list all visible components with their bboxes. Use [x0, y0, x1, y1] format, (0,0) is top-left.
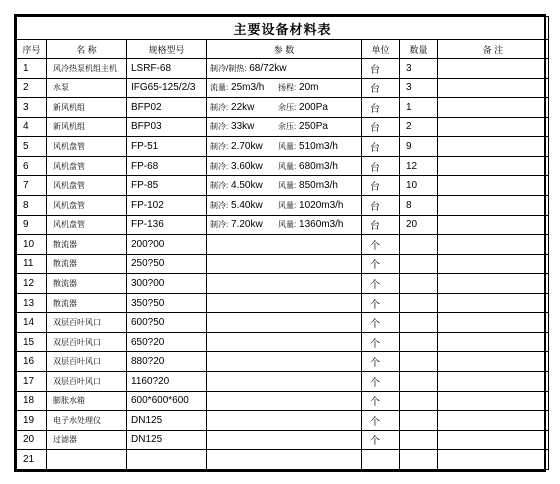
row-index: 4 [17, 117, 47, 137]
table-row [17, 78, 549, 98]
row-name: 过滤器 [47, 430, 127, 450]
param-secondary [278, 121, 328, 132]
row-name: 风机盘管 [47, 156, 127, 176]
row-remark [438, 117, 549, 137]
table-row [17, 137, 549, 157]
table-row [17, 293, 549, 313]
row-qty: 12 [400, 156, 438, 176]
row-unit: 个 [362, 430, 400, 450]
row-params [207, 195, 362, 215]
row-params [207, 313, 362, 333]
row-remark [438, 176, 549, 196]
param-primary-label: 制冷: [210, 220, 229, 230]
table-row [17, 195, 549, 215]
param-primary-label: 制冷: [210, 102, 229, 112]
param-primary-value: 5.40kw [231, 199, 263, 211]
param-secondary-value: 1020m3/h [299, 199, 344, 211]
row-model: 1160?20 [127, 372, 207, 392]
row-remark [438, 450, 549, 470]
table-row [17, 391, 549, 411]
param-secondary [278, 141, 338, 152]
row-name: 双层百叶风口 [47, 332, 127, 352]
row-unit: 个 [362, 332, 400, 352]
row-params [207, 293, 362, 313]
row-params [207, 176, 362, 196]
row-name: 新风机组 [47, 98, 127, 118]
row-model: 250?50 [127, 254, 207, 274]
row-remark [438, 274, 549, 294]
row-unit: 台 [362, 195, 400, 215]
param-secondary-value: 850m3/h [299, 180, 338, 192]
row-params [207, 332, 362, 352]
row-model: FP-102 [127, 195, 207, 215]
table-row [17, 332, 549, 352]
param-secondary-label: 风量: [278, 200, 297, 210]
row-name: 风冷热泵机组主机 [47, 59, 127, 79]
row-qty: 1 [400, 98, 438, 118]
row-name: 散流器 [47, 235, 127, 255]
row-remark [438, 372, 549, 392]
row-model: FP-136 [127, 215, 207, 235]
param-primary-label: 制冷: [210, 161, 229, 171]
row-name: 新风机组 [47, 117, 127, 137]
param-secondary-value: 510m3/h [299, 141, 338, 153]
param-secondary [278, 161, 338, 172]
row-remark [438, 78, 549, 98]
header-unit: 单位 [362, 40, 400, 59]
param-primary-value: 33kw [231, 121, 255, 133]
row-unit: 台 [362, 78, 400, 98]
row-qty [400, 313, 438, 333]
param-secondary [278, 200, 344, 211]
row-model: BFP03 [127, 117, 207, 137]
row-qty: 3 [400, 78, 438, 98]
table-row [17, 117, 549, 137]
row-qty [400, 293, 438, 313]
param-primary-label: 制冷: [210, 181, 229, 191]
row-qty [400, 254, 438, 274]
param-primary-value: 2.70kw [231, 141, 263, 153]
row-qty [400, 430, 438, 450]
row-qty: 20 [400, 215, 438, 235]
row-remark [438, 215, 549, 235]
row-index: 8 [17, 195, 47, 215]
param-secondary-value: 1360m3/h [299, 219, 344, 231]
row-model: 300?00 [127, 274, 207, 294]
row-params [207, 274, 362, 294]
row-params [207, 59, 362, 79]
row-index: 9 [17, 215, 47, 235]
header-index: 序号 [17, 40, 47, 59]
row-unit: 台 [362, 137, 400, 157]
row-params [207, 156, 362, 176]
row-unit: 个 [362, 293, 400, 313]
header-params: 参 数 [207, 40, 362, 59]
table-row [17, 215, 549, 235]
table-row [17, 98, 549, 118]
row-index: 17 [17, 372, 47, 392]
row-model: LSRF-68 [127, 59, 207, 79]
row-index: 6 [17, 156, 47, 176]
row-remark [438, 293, 549, 313]
param-secondary-value: 200Pa [299, 101, 328, 113]
row-remark [438, 391, 549, 411]
row-name: 风机盘管 [47, 176, 127, 196]
row-unit: 个 [362, 411, 400, 431]
row-unit: 个 [362, 274, 400, 294]
row-params [207, 78, 362, 98]
table-row [17, 313, 549, 333]
row-model: BFP02 [127, 98, 207, 118]
row-qty [400, 372, 438, 392]
param-primary [210, 180, 278, 191]
param-primary-value: 4.50kw [231, 180, 263, 192]
row-qty: 10 [400, 176, 438, 196]
materials-table [16, 16, 549, 470]
equipment-material-table [14, 14, 546, 472]
row-name: 散流器 [47, 274, 127, 294]
header-qty: 数量 [400, 40, 438, 59]
row-qty: 2 [400, 117, 438, 137]
table-row [17, 274, 549, 294]
table-row [17, 352, 549, 372]
row-model: 350?50 [127, 293, 207, 313]
header-remark: 备 注 [438, 40, 549, 59]
row-qty [400, 352, 438, 372]
row-model: FP-68 [127, 156, 207, 176]
row-model: 200?00 [127, 235, 207, 255]
row-name: 风机盘管 [47, 195, 127, 215]
param-secondary-value: 680m3/h [299, 160, 338, 172]
row-unit: 个 [362, 254, 400, 274]
param-primary [210, 141, 278, 152]
param-primary [210, 200, 278, 211]
row-qty [400, 391, 438, 411]
row-qty [400, 411, 438, 431]
row-index: 2 [17, 78, 47, 98]
row-remark [438, 332, 549, 352]
row-params [207, 235, 362, 255]
row-remark [438, 195, 549, 215]
row-params [207, 137, 362, 157]
row-params [207, 372, 362, 392]
param-secondary-label: 余压: [278, 102, 297, 112]
row-unit: 个 [362, 313, 400, 333]
param-primary-value: 3.60kw [231, 160, 263, 172]
table-row [17, 176, 549, 196]
row-name: 膨胀水箱 [47, 391, 127, 411]
row-params [207, 391, 362, 411]
param-secondary-value: 20m [299, 82, 319, 94]
param-secondary [278, 82, 318, 93]
table-row [17, 235, 549, 255]
row-unit: 个 [362, 372, 400, 392]
row-index: 12 [17, 274, 47, 294]
row-remark [438, 235, 549, 255]
row-params [207, 215, 362, 235]
row-index: 10 [17, 235, 47, 255]
row-index: 3 [17, 98, 47, 118]
param-secondary-label: 风量: [278, 161, 297, 171]
row-qty: 3 [400, 59, 438, 79]
table-row [17, 254, 549, 274]
row-params [207, 117, 362, 137]
row-remark [438, 98, 549, 118]
param-secondary-value: 250Pa [299, 121, 328, 133]
row-remark [438, 313, 549, 333]
row-params [207, 254, 362, 274]
row-name: 风机盘管 [47, 215, 127, 235]
param-primary-label: 流量: [210, 83, 229, 93]
table-row [17, 372, 549, 392]
row-unit [362, 450, 400, 470]
row-params [207, 98, 362, 118]
param-primary-value: 22kw [231, 101, 255, 113]
param-primary-value: 25m3/h [231, 82, 265, 94]
param-secondary-label: 扬程: [278, 83, 297, 93]
param-secondary [278, 219, 344, 230]
row-model [127, 450, 207, 470]
row-unit: 个 [362, 352, 400, 372]
param-secondary-label: 余压: [278, 122, 297, 132]
table-row [17, 59, 549, 79]
row-model: 650?20 [127, 332, 207, 352]
row-index: 21 [17, 450, 47, 470]
row-index: 18 [17, 391, 47, 411]
row-remark [438, 411, 549, 431]
row-qty [400, 274, 438, 294]
param-secondary-label: 风量: [278, 142, 297, 152]
row-params [207, 352, 362, 372]
param-primary-label: 制冷/制热: [210, 63, 247, 73]
param-secondary [278, 180, 338, 191]
param-primary [210, 63, 286, 74]
row-model: 600?50 [127, 313, 207, 333]
row-unit: 台 [362, 176, 400, 196]
row-unit: 台 [362, 59, 400, 79]
row-index: 19 [17, 411, 47, 431]
row-model: DN125 [127, 430, 207, 450]
row-unit: 台 [362, 117, 400, 137]
row-qty [400, 235, 438, 255]
row-name: 双层百叶风口 [47, 313, 127, 333]
row-index: 5 [17, 137, 47, 157]
table-row [17, 430, 549, 450]
row-qty: 9 [400, 137, 438, 157]
param-primary-value: 7.20kw [231, 219, 263, 231]
param-primary-value: 68/72kw [249, 62, 287, 74]
row-params [207, 430, 362, 450]
row-remark [438, 254, 549, 274]
row-name: 双层百叶风口 [47, 372, 127, 392]
row-index: 7 [17, 176, 47, 196]
row-qty [400, 332, 438, 352]
row-model: FP-51 [127, 137, 207, 157]
row-params [207, 450, 362, 470]
row-index: 13 [17, 293, 47, 313]
row-remark [438, 59, 549, 79]
row-unit: 台 [362, 98, 400, 118]
param-secondary-label: 风量: [278, 181, 297, 191]
header-name: 名 称 [47, 40, 127, 59]
row-unit: 台 [362, 156, 400, 176]
row-name [47, 450, 127, 470]
row-index: 1 [17, 59, 47, 79]
param-primary [210, 82, 278, 93]
row-index: 15 [17, 332, 47, 352]
table-row [17, 450, 549, 470]
row-model: 600*600*600 [127, 391, 207, 411]
row-remark [438, 430, 549, 450]
header-model: 规格型号 [127, 40, 207, 59]
row-remark [438, 137, 549, 157]
row-name: 风机盘管 [47, 137, 127, 157]
param-secondary [278, 102, 328, 113]
row-name: 散流器 [47, 254, 127, 274]
row-index: 20 [17, 430, 47, 450]
row-params [207, 411, 362, 431]
row-index: 16 [17, 352, 47, 372]
table-title: 主要设备材料表 [17, 17, 549, 40]
row-model: IFG65-125/2/3 [127, 78, 207, 98]
row-model: DN125 [127, 411, 207, 431]
row-name: 散流器 [47, 293, 127, 313]
param-primary-label: 制冷: [210, 142, 229, 152]
row-name: 双层百叶风口 [47, 352, 127, 372]
row-unit: 个 [362, 235, 400, 255]
row-qty: 8 [400, 195, 438, 215]
param-primary [210, 121, 278, 132]
row-unit: 个 [362, 391, 400, 411]
param-primary [210, 219, 278, 230]
row-unit: 台 [362, 215, 400, 235]
param-primary [210, 161, 278, 172]
table-body [17, 59, 549, 470]
param-primary [210, 102, 278, 113]
row-name: 水泵 [47, 78, 127, 98]
param-primary-label: 制冷: [210, 200, 229, 210]
param-secondary-label: 风量: [278, 220, 297, 230]
row-model: 880?20 [127, 352, 207, 372]
table-row [17, 156, 549, 176]
row-name: 电子水处理仪 [47, 411, 127, 431]
row-model: FP-85 [127, 176, 207, 196]
param-primary-label: 制冷: [210, 122, 229, 132]
row-index: 14 [17, 313, 47, 333]
row-remark [438, 156, 549, 176]
row-remark [438, 352, 549, 372]
table-row [17, 411, 549, 431]
row-index: 11 [17, 254, 47, 274]
row-qty [400, 450, 438, 470]
